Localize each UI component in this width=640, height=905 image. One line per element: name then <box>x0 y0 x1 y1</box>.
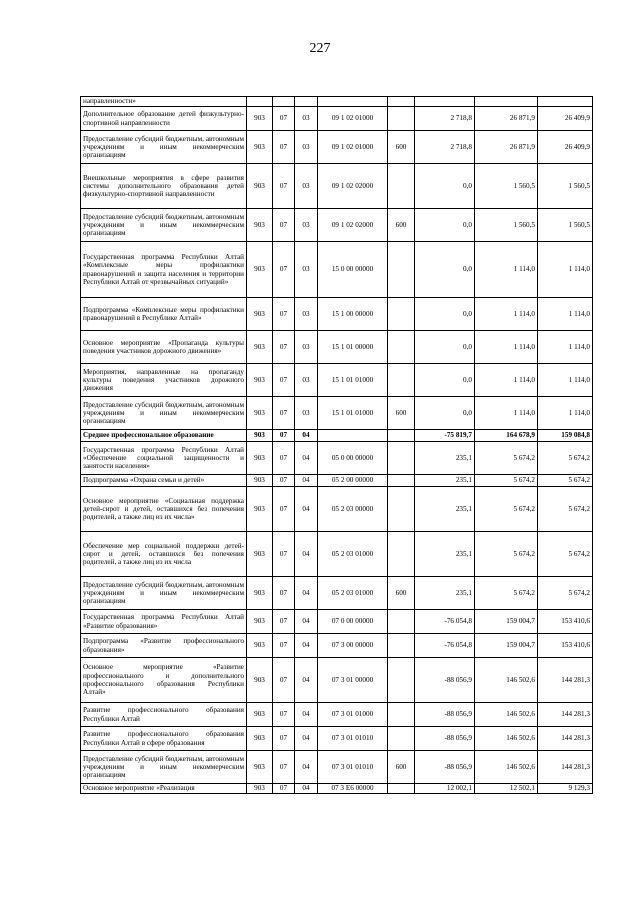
cell-expense-type <box>388 242 415 298</box>
cell-ved-code: 903 <box>247 727 273 751</box>
page-number: 227 <box>309 41 331 56</box>
cell-amount-1 <box>415 97 475 107</box>
cell-ved-code: 903 <box>247 751 273 784</box>
cell-expense-type <box>388 532 415 577</box>
cell-section-code: 07 <box>273 487 295 532</box>
cell-expense-type: 600 <box>388 131 415 164</box>
row-name: Государственная программа Республики Алтай «Комплексные меры профилактики правонарушений и защита населения и территории Республики Алтай от чрезвычайных ситуаций» <box>81 242 247 298</box>
cell-amount-3: 5 674,2 <box>538 577 593 610</box>
cell-amount-2: 146 502,6 <box>475 658 538 703</box>
cell-expense-type <box>388 487 415 532</box>
cell-target-article: 15 0 00 00000 <box>318 242 388 298</box>
cell-target-article: 09 1 02 02000 <box>318 164 388 209</box>
cell-expense-type <box>388 430 415 442</box>
cell-ved-code: 903 <box>247 298 273 331</box>
table-row <box>81 658 593 703</box>
table-row <box>81 107 593 131</box>
cell-amount-2: 5 674,2 <box>475 475 538 487</box>
cell-ved-code: 903 <box>247 634 273 658</box>
cell-section-code: 07 <box>273 658 295 703</box>
table-row <box>81 577 593 610</box>
cell-subsection-code: 04 <box>295 430 318 442</box>
row-name: Государственная программа Республики Алтай «Развитие образования» <box>81 610 247 634</box>
cell-subsection-code: 03 <box>295 107 318 131</box>
table-row <box>81 532 593 577</box>
cell-subsection-code: 04 <box>295 442 318 475</box>
cell-expense-type <box>388 727 415 751</box>
cell-section-code: 07 <box>273 209 295 242</box>
cell-target-article: 07 3 01 01000 <box>318 703 388 727</box>
table-row <box>81 298 593 331</box>
cell-subsection-code: 04 <box>295 658 318 703</box>
row-name: Подпрограмма «Охрана семьи и детей» <box>81 475 247 487</box>
cell-amount-3: 9 129,3 <box>538 784 593 794</box>
cell-amount-3: 153 410,6 <box>538 610 593 634</box>
cell-subsection-code: 03 <box>295 209 318 242</box>
cell-amount-1: 235,1 <box>415 475 475 487</box>
cell-amount-1: 235,1 <box>415 577 475 610</box>
cell-amount-2: 5 674,2 <box>475 577 538 610</box>
cell-target-article <box>318 430 388 442</box>
cell-section-code: 07 <box>273 703 295 727</box>
cell-section-code: 07 <box>273 331 295 364</box>
cell-amount-2: 159 004,7 <box>475 610 538 634</box>
row-name: Развитие профессионального образования Республики Алтай в сфере образования <box>81 727 247 751</box>
cell-section-code: 07 <box>273 634 295 658</box>
cell-amount-1: 0,0 <box>415 331 475 364</box>
cell-subsection-code: 03 <box>295 364 318 397</box>
cell-amount-1: 0,0 <box>415 364 475 397</box>
cell-subsection-code: 04 <box>295 784 318 794</box>
cell-ved-code: 903 <box>247 784 273 794</box>
row-name: Обеспечение мер социальной поддержки детей-сирот и детей, оставшихся без попечения родителей, а также лиц из их числа <box>81 532 247 577</box>
cell-expense-type: 600 <box>388 397 415 430</box>
cell-ved-code: 903 <box>247 209 273 242</box>
cell-amount-3: 5 674,2 <box>538 532 593 577</box>
cell-expense-type <box>388 364 415 397</box>
cell-amount-2: 5 674,2 <box>475 442 538 475</box>
cell-target-article: 15 1 01 01000 <box>318 397 388 430</box>
cell-amount-2: 1 114,0 <box>475 242 538 298</box>
cell-expense-type <box>388 475 415 487</box>
cell-target-article: 07 3 00 00000 <box>318 634 388 658</box>
cell-amount-1: 12 002,1 <box>415 784 475 794</box>
cell-amount-2: 146 502,6 <box>475 727 538 751</box>
cell-subsection-code: 04 <box>295 727 318 751</box>
cell-amount-2: 5 674,2 <box>475 487 538 532</box>
cell-expense-type <box>388 442 415 475</box>
cell-target-article: 05 2 03 00000 <box>318 487 388 532</box>
row-name: Основное мероприятие «Развитие профессионального и дополнительного профессионального образования Республики Алтай» <box>81 658 247 703</box>
table-row <box>81 331 593 364</box>
cell-ved-code: 903 <box>247 107 273 131</box>
row-name: Подпрограмма «Комплексные меры профилактики правонарушений в Республике Алтай» <box>81 298 247 331</box>
cell-amount-2: 146 502,6 <box>475 703 538 727</box>
cell-target-article <box>318 97 388 107</box>
cell-ved-code: 903 <box>247 331 273 364</box>
cell-expense-type <box>388 107 415 131</box>
cell-expense-type <box>388 658 415 703</box>
row-name: Предоставление субсидий бюджетным, автономным учреждениям и иным некоммерческим организациям <box>81 209 247 242</box>
row-name: Подпрограмма «Развитие профессионального образования» <box>81 634 247 658</box>
cell-amount-2: 5 674,2 <box>475 532 538 577</box>
cell-subsection-code <box>295 97 318 107</box>
cell-ved-code: 903 <box>247 577 273 610</box>
cell-amount-2: 1 560,5 <box>475 209 538 242</box>
cell-ved-code: 903 <box>247 164 273 209</box>
cell-section-code: 07 <box>273 164 295 209</box>
cell-section-code: 07 <box>273 397 295 430</box>
cell-expense-type <box>388 634 415 658</box>
table-row <box>81 751 593 784</box>
cell-subsection-code: 03 <box>295 242 318 298</box>
row-name: Предоставление субсидий бюджетным, автономным учреждениям и иным некоммерческим организациям <box>81 577 247 610</box>
row-name: Основное мероприятие «Социальная поддержка детей-сирот и детей, оставшихся без попечения родителей, а также лиц из их числа» <box>81 487 247 532</box>
cell-target-article: 09 1 02 01000 <box>318 107 388 131</box>
cell-subsection-code: 04 <box>295 532 318 577</box>
cell-expense-type <box>388 784 415 794</box>
table-row <box>81 131 593 164</box>
table-row <box>81 209 593 242</box>
cell-amount-3: 1 114,0 <box>538 364 593 397</box>
cell-section-code: 07 <box>273 298 295 331</box>
table-row <box>81 703 593 727</box>
cell-amount-2: 1 114,0 <box>475 331 538 364</box>
row-name: Среднее профессиональное образование <box>81 430 247 442</box>
cell-subsection-code: 04 <box>295 577 318 610</box>
cell-expense-type: 600 <box>388 577 415 610</box>
row-name: Основное мероприятие «Реализация <box>81 784 247 794</box>
table-row <box>81 164 593 209</box>
cell-amount-3: 144 281,3 <box>538 658 593 703</box>
cell-subsection-code: 04 <box>295 634 318 658</box>
cell-subsection-code: 04 <box>295 610 318 634</box>
cell-amount-2: 26 871,9 <box>475 107 538 131</box>
cell-target-article: 09 1 02 02000 <box>318 209 388 242</box>
cell-amount-3: 144 281,3 <box>538 703 593 727</box>
cell-expense-type <box>388 298 415 331</box>
table-row <box>81 430 593 442</box>
cell-subsection-code: 03 <box>295 164 318 209</box>
cell-ved-code: 903 <box>247 397 273 430</box>
cell-amount-2: 164 678,9 <box>475 430 538 442</box>
cell-subsection-code: 03 <box>295 131 318 164</box>
cell-target-article: 05 2 03 01000 <box>318 532 388 577</box>
table-row <box>81 784 593 794</box>
cell-ved-code <box>247 97 273 107</box>
cell-amount-3: 26 409,9 <box>538 107 593 131</box>
cell-amount-2: 1 114,0 <box>475 298 538 331</box>
cell-amount-3: 153 410,6 <box>538 634 593 658</box>
cell-target-article: 15 1 01 01000 <box>318 364 388 397</box>
cell-expense-type <box>388 164 415 209</box>
cell-amount-3: 144 281,3 <box>538 727 593 751</box>
cell-expense-type: 600 <box>388 751 415 784</box>
cell-ved-code: 903 <box>247 364 273 397</box>
cell-section-code: 07 <box>273 727 295 751</box>
cell-amount-2: 1 560,5 <box>475 164 538 209</box>
cell-ved-code: 903 <box>247 131 273 164</box>
cell-amount-1: -76 054,8 <box>415 610 475 634</box>
cell-amount-1: -88 056,9 <box>415 727 475 751</box>
cell-amount-1: -76 054,8 <box>415 634 475 658</box>
table-row <box>81 397 593 430</box>
cell-section-code: 07 <box>273 364 295 397</box>
table-row <box>81 97 593 107</box>
table-row <box>81 634 593 658</box>
row-name: Предоставление субсидий бюджетным, автономным учреждениям и иным некоммерческим организациям <box>81 397 247 430</box>
cell-target-article: 07 3 01 01010 <box>318 751 388 784</box>
cell-section-code: 07 <box>273 442 295 475</box>
cell-amount-1: 0,0 <box>415 164 475 209</box>
cell-amount-2 <box>475 97 538 107</box>
cell-ved-code: 903 <box>247 703 273 727</box>
cell-amount-3: 1 114,0 <box>538 331 593 364</box>
cell-target-article: 05 2 03 01000 <box>318 577 388 610</box>
cell-section-code: 07 <box>273 475 295 487</box>
row-name: Развитие профессионального образования Республики Алтай <box>81 703 247 727</box>
table-row <box>81 487 593 532</box>
cell-amount-3 <box>538 97 593 107</box>
cell-expense-type <box>388 610 415 634</box>
cell-amount-2: 146 502,6 <box>475 751 538 784</box>
row-name: Мероприятия, направленные на пропаганду культуры поведения участников дорожного движения <box>81 364 247 397</box>
cell-expense-type <box>388 97 415 107</box>
row-name: Предоставление субсидий бюджетным, автономным учреждениям и иным некоммерческим организациям <box>81 131 247 164</box>
cell-section-code: 07 <box>273 610 295 634</box>
cell-target-article: 05 0 00 00000 <box>318 442 388 475</box>
cell-amount-1: -88 056,9 <box>415 751 475 784</box>
cell-amount-1: 0,0 <box>415 209 475 242</box>
cell-amount-2: 1 114,0 <box>475 364 538 397</box>
cell-section-code: 07 <box>273 131 295 164</box>
table-body <box>81 97 593 794</box>
cell-section-code: 07 <box>273 532 295 577</box>
cell-amount-1: -88 056,9 <box>415 703 475 727</box>
cell-target-article: 05 2 00 00000 <box>318 475 388 487</box>
cell-amount-2: 159 004,7 <box>475 634 538 658</box>
cell-amount-1: 0,0 <box>415 242 475 298</box>
cell-amount-1: 235,1 <box>415 487 475 532</box>
cell-target-article: 07 3 01 01010 <box>318 727 388 751</box>
cell-target-article: 15 1 01 00000 <box>318 331 388 364</box>
cell-amount-3: 5 674,2 <box>538 487 593 532</box>
cell-amount-2: 26 871,9 <box>475 131 538 164</box>
cell-target-article: 09 1 02 01000 <box>318 131 388 164</box>
cell-ved-code: 903 <box>247 610 273 634</box>
cell-section-code: 07 <box>273 107 295 131</box>
table-row <box>81 610 593 634</box>
cell-amount-3: 1 114,0 <box>538 298 593 331</box>
table-row <box>81 442 593 475</box>
cell-expense-type <box>388 331 415 364</box>
row-name: Дополнительное образование детей физкультурно-спортивной направленности <box>81 107 247 131</box>
cell-ved-code: 903 <box>247 532 273 577</box>
cell-section-code: 07 <box>273 242 295 298</box>
cell-amount-3: 1 114,0 <box>538 397 593 430</box>
table-row <box>81 475 593 487</box>
table-row <box>81 242 593 298</box>
cell-expense-type <box>388 703 415 727</box>
table-row <box>81 727 593 751</box>
row-name: Государственная программа Республики Алтай «Обеспечение социальной защищенности и занятости населения» <box>81 442 247 475</box>
table-row <box>81 364 593 397</box>
cell-target-article: 07 0 00 00000 <box>318 610 388 634</box>
cell-section-code: 07 <box>273 577 295 610</box>
cell-amount-3: 1 114,0 <box>538 242 593 298</box>
row-name: направленности» <box>81 97 247 107</box>
cell-subsection-code: 03 <box>295 397 318 430</box>
row-name: Внешкольные мероприятия в сфере развития системы дополнительного образования детей физкультурно-спортивной направленности <box>81 164 247 209</box>
cell-target-article: 07 3 E6 00000 <box>318 784 388 794</box>
cell-amount-2: 12 502,1 <box>475 784 538 794</box>
cell-section-code <box>273 97 295 107</box>
cell-subsection-code: 03 <box>295 331 318 364</box>
cell-ved-code: 903 <box>247 658 273 703</box>
cell-section-code: 07 <box>273 751 295 784</box>
cell-subsection-code: 04 <box>295 487 318 532</box>
cell-section-code: 07 <box>273 430 295 442</box>
cell-amount-1: 235,1 <box>415 442 475 475</box>
cell-subsection-code: 04 <box>295 751 318 784</box>
cell-amount-1: 2 718,8 <box>415 107 475 131</box>
cell-amount-3: 5 674,2 <box>538 442 593 475</box>
cell-amount-1: -88 056,9 <box>415 658 475 703</box>
cell-amount-3: 5 674,2 <box>538 475 593 487</box>
cell-amount-3: 26 409,9 <box>538 131 593 164</box>
cell-subsection-code: 04 <box>295 703 318 727</box>
cell-amount-3: 159 084,8 <box>538 430 593 442</box>
cell-amount-1: 0,0 <box>415 298 475 331</box>
cell-ved-code: 903 <box>247 487 273 532</box>
cell-target-article: 07 3 01 00000 <box>318 658 388 703</box>
cell-amount-1: 235,1 <box>415 532 475 577</box>
cell-amount-1: 0,0 <box>415 397 475 430</box>
cell-amount-3: 1 560,5 <box>538 209 593 242</box>
cell-amount-3: 144 281,3 <box>538 751 593 784</box>
row-name: Предоставление субсидий бюджетным, автономным учреждениям и иным некоммерческим организациям <box>81 751 247 784</box>
cell-subsection-code: 04 <box>295 475 318 487</box>
cell-amount-2: 1 114,0 <box>475 397 538 430</box>
cell-amount-3: 1 560,5 <box>538 164 593 209</box>
cell-expense-type: 600 <box>388 209 415 242</box>
cell-section-code: 07 <box>273 784 295 794</box>
cell-amount-1: -75 819,7 <box>415 430 475 442</box>
cell-ved-code: 903 <box>247 430 273 442</box>
cell-ved-code: 903 <box>247 242 273 298</box>
row-name: Основное мероприятие «Пропаганда культуры поведения участников дорожного движения» <box>81 331 247 364</box>
cell-amount-1: 2 718,8 <box>415 131 475 164</box>
budget-table <box>80 96 593 794</box>
cell-subsection-code: 03 <box>295 298 318 331</box>
cell-ved-code: 903 <box>247 442 273 475</box>
cell-target-article: 15 1 00 00000 <box>318 298 388 331</box>
cell-ved-code: 903 <box>247 475 273 487</box>
